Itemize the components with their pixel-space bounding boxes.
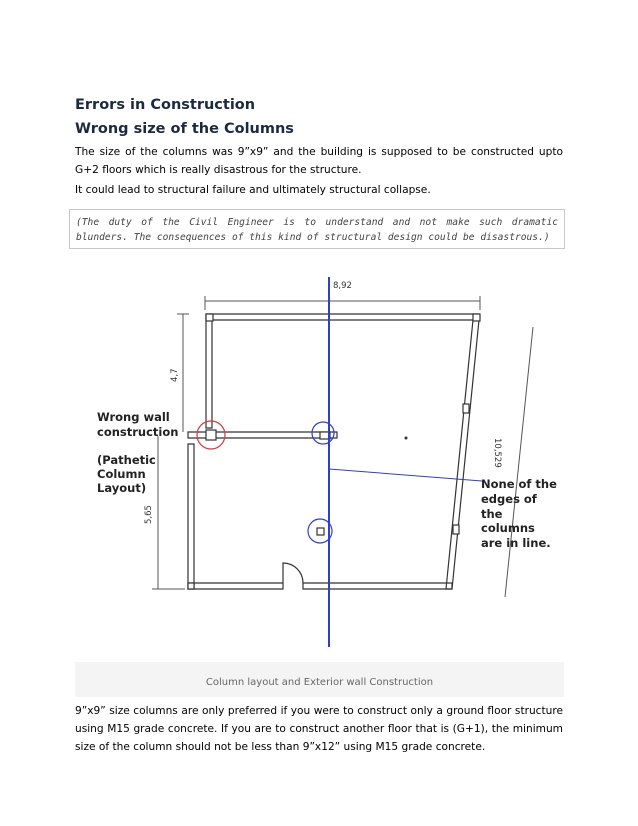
- annotation-pathetic: (Pathetic: [97, 453, 156, 467]
- page-heading: Errors in Construction: [75, 97, 256, 113]
- column: [463, 404, 469, 413]
- annotation-none-of-the: None of the: [481, 477, 557, 491]
- annotation-layout: Layout): [97, 481, 147, 495]
- annotation-construction: construction: [97, 425, 179, 439]
- dimension-label-left-upper: 4,7: [170, 368, 180, 382]
- quote-box: (The duty of the Civil Engineer is to understand and not make such dramatic blunders. The consequences of this kind of structural design could be disastrous.): [69, 209, 565, 249]
- column: [188, 583, 194, 589]
- alignment-line-horizontal: [329, 469, 482, 481]
- dimension-label-left-lower: 5,65: [144, 505, 154, 524]
- marker-dot: [405, 437, 408, 440]
- wall-top-left: [206, 314, 479, 428]
- wall-bottom-right: [303, 583, 452, 589]
- column: [206, 314, 213, 321]
- section-heading: Wrong size of the Columns: [75, 121, 294, 137]
- column: [206, 430, 216, 440]
- annotation-edges-of: edges of: [481, 492, 537, 506]
- column-layout-drawing: [75, 252, 564, 697]
- door-swing: [283, 563, 303, 583]
- dimension-label-right: 10,529: [492, 438, 502, 468]
- annotation-the: the: [481, 507, 503, 521]
- annotation-are-in-line: are in line.: [481, 536, 551, 550]
- paragraph-column-recommendation: 9”x9” size columns are only preferred if you were to construct only a ground floor structure using M15 grade concrete. If you are to construct another floor that is (G+1), the minimum size of the column should not be less than 9”x12” using M15 grade concrete.: [75, 705, 563, 753]
- dimension-line-right: [505, 327, 533, 597]
- annotation-wrong-wall: Wrong wall: [97, 410, 170, 424]
- column: [453, 525, 459, 534]
- wall-right: [446, 320, 479, 589]
- annotation-columns: columns: [481, 521, 535, 535]
- figure-caption: Column layout and Exterior wall Construction: [205, 677, 434, 688]
- column: [317, 528, 324, 535]
- annotation-column: Column: [97, 467, 146, 481]
- paragraph-structural-failure: It could lead to structural failure and ultimately structural collapse.: [75, 184, 431, 196]
- dimension-label-top: 8,92: [333, 281, 352, 291]
- wall-bottom-left: [188, 583, 283, 589]
- column: [473, 314, 480, 321]
- paragraph-column-size: The size of the columns was 9”x9” and the building is supposed to be constructed upto G+2 floors which is really disastrous for the structure.: [75, 146, 563, 176]
- wall-left-lower: [188, 444, 194, 589]
